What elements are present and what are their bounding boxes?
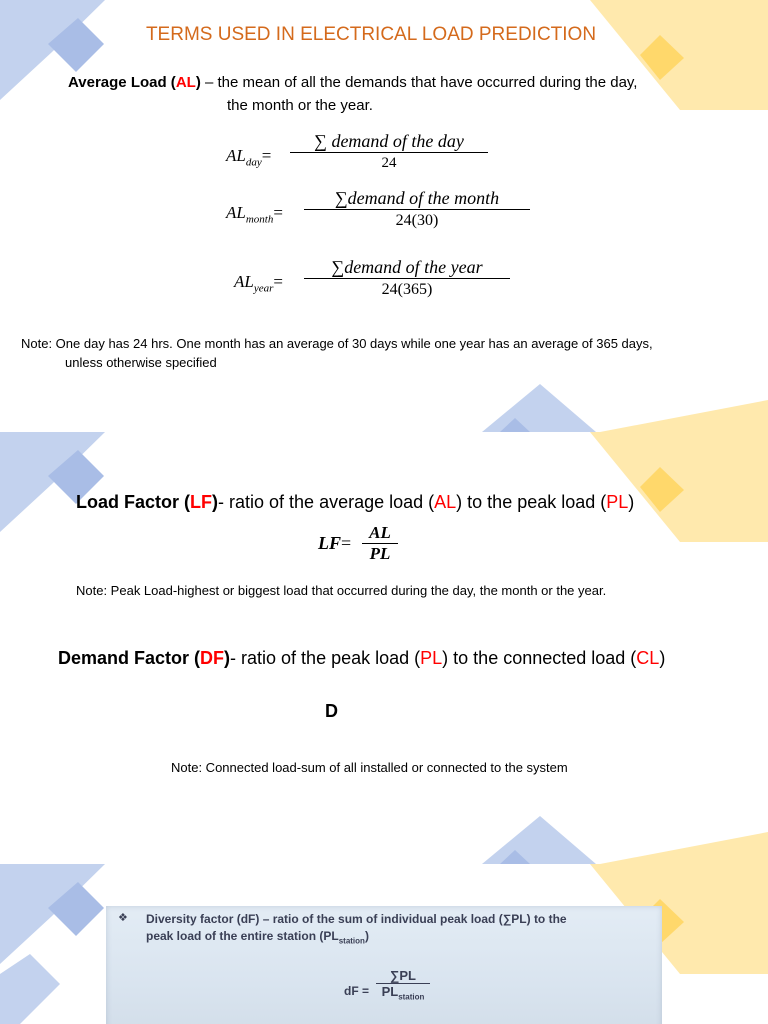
slide-average-load xyxy=(0,0,768,432)
df-formula-lhs xyxy=(344,984,369,998)
sigma-symbol: ∑ xyxy=(314,131,327,151)
term-label: Demand Factor ( xyxy=(58,648,201,668)
formula-lhs-symbol: LF xyxy=(318,533,342,553)
abbr-cl: CL xyxy=(636,648,660,668)
formula-numerator: demand of the year xyxy=(344,257,483,277)
abbr-al: AL xyxy=(434,492,457,512)
definition-text: - ratio of the peak load ( xyxy=(230,648,421,668)
formula-denominator: PL xyxy=(362,543,398,564)
formula-subscript: month xyxy=(245,213,274,226)
formula-year-fraction xyxy=(304,257,510,299)
definition-text: ) xyxy=(659,648,666,668)
definition-text: - ratio of the average load ( xyxy=(218,492,435,512)
formula-equals: = xyxy=(273,203,283,222)
term-abbr: AL xyxy=(175,74,196,91)
formula-month-lhs xyxy=(226,203,283,225)
formula-lhs-symbol: AL xyxy=(234,272,254,291)
term-label: Average Load ( xyxy=(68,74,176,91)
subscript-station: station xyxy=(398,992,425,1002)
definition-text: ) to the peak load ( xyxy=(456,492,607,512)
demand-factor-definition xyxy=(58,648,665,669)
sigma-symbol: ∑ xyxy=(334,188,348,208)
df-formula-partial: D xyxy=(325,701,338,721)
formula-equals: = xyxy=(273,272,283,291)
definition-text: ) xyxy=(364,929,369,943)
definition-text: – the mean of all the demands that have occurred during the day, xyxy=(200,74,638,91)
load-factor-definition xyxy=(76,492,634,513)
term-abbr: DF xyxy=(200,648,225,668)
diversity-factor-line1: Diversity factor (dF) – ratio of the sum of individual peak load (∑PL) to the xyxy=(146,912,567,926)
term-close: ) xyxy=(212,492,219,512)
formula-numerator: ∑PL xyxy=(376,968,430,984)
formula-day-lhs xyxy=(226,146,271,168)
term-label: Load Factor ( xyxy=(76,492,191,512)
formula-year-lhs xyxy=(234,272,283,294)
diversity-factor-line2 xyxy=(146,929,369,945)
bullet-icon: ❖ xyxy=(118,912,128,924)
slide-load-demand-factor xyxy=(0,432,768,864)
lf-formula-fraction xyxy=(362,523,398,564)
term-abbr: LF xyxy=(190,492,213,512)
definition-text: ) to the connected load ( xyxy=(442,648,637,668)
page-title: TERMS USED IN ELECTRICAL LOAD PREDICTION xyxy=(145,24,597,45)
abbr-pl: PL xyxy=(420,648,443,668)
scanned-excerpt-image xyxy=(106,906,662,1024)
average-load-definition xyxy=(68,74,637,91)
definition-text: peak load of the entire station (PL xyxy=(146,929,339,943)
note-peak-load: Note: Peak Load-highest or biggest load that occurred during the day, the month or the year. xyxy=(76,583,607,598)
formula-lhs-symbol: dF xyxy=(344,984,359,998)
formula-equals: = xyxy=(261,146,272,165)
formula-numerator: demand of the day xyxy=(331,131,464,151)
slide-diversity-factor xyxy=(0,864,768,1024)
term-close: ) xyxy=(224,648,231,668)
formula-month-fraction xyxy=(304,188,530,230)
formula-lhs-symbol: AL xyxy=(226,203,246,222)
formula-equals: = xyxy=(362,984,370,998)
formula-subscript: year xyxy=(253,282,274,295)
note-connected-load: Note: Connected load-sum of all installed or connected to the system xyxy=(171,760,568,775)
df-formula-fraction xyxy=(376,968,430,1002)
formula-lhs-symbol: AL xyxy=(226,146,246,165)
term-close: ) xyxy=(195,74,201,91)
definition-text: ) xyxy=(628,492,635,512)
formula-equals: = xyxy=(341,533,352,553)
subscript-station: station xyxy=(338,936,365,946)
note-days: Note: One day has 24 hrs. One month has an average of 30 days while one year has an average of 365 days, xyxy=(21,336,653,351)
note-days-continuation: unless otherwise specified xyxy=(65,355,217,370)
definition-continuation: the month or the year. xyxy=(227,97,373,114)
abbr-pl: PL xyxy=(606,492,629,512)
formula-numerator: AL xyxy=(369,523,391,542)
formula-denominator: 24(365) xyxy=(304,278,510,299)
sigma-symbol: ∑ xyxy=(331,257,345,277)
lf-formula-lhs xyxy=(318,533,351,554)
formula-subscript: day xyxy=(245,156,262,169)
formula-day-fraction xyxy=(290,131,488,172)
formula-denominator: PL xyxy=(381,984,399,999)
formula-denominator: 24(30) xyxy=(304,209,530,230)
formula-denominator: 24 xyxy=(290,152,488,172)
formula-numerator: demand of the month xyxy=(347,188,500,208)
